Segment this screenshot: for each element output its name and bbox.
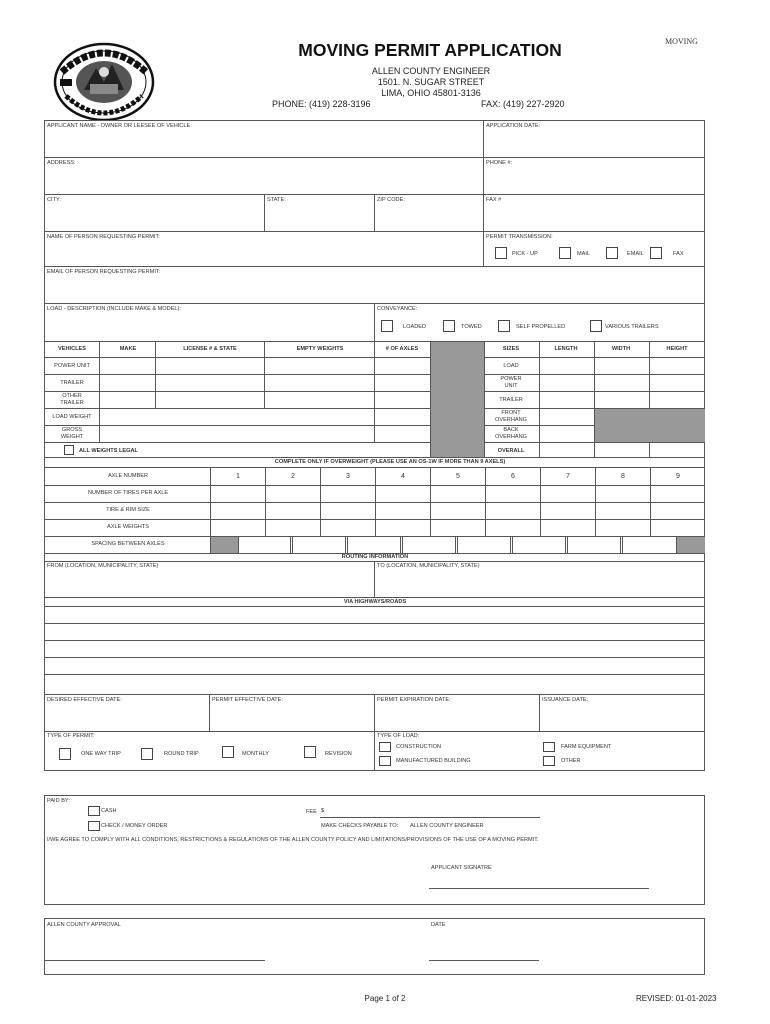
axle-num-8: 8 — [621, 473, 625, 480]
axle-num-2: 2 — [291, 473, 295, 480]
size-row-load: LOAD — [503, 363, 519, 369]
checkbox-various-trailers-label: VARIOUS TRAILERS — [605, 324, 659, 330]
checkbox-mail[interactable] — [559, 247, 571, 259]
one-way-trip-label: ONE WAY TRIP — [81, 751, 121, 757]
email-field[interactable] — [46, 277, 702, 302]
page-title: MOVING PERMIT APPLICATION — [298, 40, 562, 60]
checkbox-construction[interactable] — [379, 742, 391, 752]
axle-num-4: 4 — [401, 473, 405, 480]
approval-label: ALLEN COUNTY APPROVAL — [47, 922, 121, 928]
effective-date-label: PERMIT EFFECTIVE DATE: — [212, 697, 283, 703]
size-row-overall: OVERALL — [497, 448, 525, 454]
checkbox-pickup-label: PICK - UP — [512, 251, 538, 257]
issuance-date-field[interactable] — [541, 705, 703, 730]
empty-weights-header: EMPTY WEIGHTS — [296, 346, 344, 352]
checkbox-self-propelled[interactable] — [498, 320, 510, 332]
axle-num-1: 1 — [236, 473, 240, 480]
load-description-field[interactable] — [46, 314, 372, 340]
height-header: HEIGHT — [666, 346, 688, 352]
transmission-label: PERMIT TRANSMISSION: — [486, 234, 553, 240]
office-fax: FAX: (419) 227-2920 — [481, 99, 565, 109]
via-highways-field[interactable] — [46, 607, 703, 693]
checkbox-fax[interactable] — [650, 247, 662, 259]
monthly-label: MONTHLY — [242, 751, 269, 757]
length-header: LENGTH — [554, 346, 578, 352]
round-trip-label: ROUND TRIP — [164, 751, 199, 757]
checkbox-farm-equipment[interactable] — [543, 742, 555, 752]
axle-num-9: 9 — [676, 473, 680, 480]
applicant-name-label: APPLICANT NAME - OWNER OR LEESEE OF VEHICLE: — [47, 123, 192, 129]
all-weights-legal-label: ALL WEIGHTS LEGAL — [79, 448, 138, 454]
other-label: OTHER — [561, 758, 581, 764]
payable-label: MAKE CHECKS PAYABLE TO: — [321, 823, 399, 829]
checkbox-various-trailers[interactable] — [590, 320, 602, 332]
address-field[interactable] — [46, 168, 482, 193]
signature-field[interactable] — [430, 874, 648, 887]
requester-field[interactable] — [46, 242, 482, 265]
cash-label: CASH — [101, 808, 117, 814]
row-trailer: TRAILER — [60, 380, 84, 386]
license-header: LICENSE # & STATE — [183, 346, 237, 352]
approval-date-label: DATE — [431, 922, 446, 928]
desired-date-field[interactable] — [46, 705, 207, 730]
requester-label: NAME OF PERSON REQUESTING PERMIT: — [47, 234, 160, 240]
size-row-front-overhang: FRONT OVERHANG — [494, 410, 527, 423]
axle-row-tires: NUMBER OF TIRES PER AXLE — [87, 490, 169, 496]
state-field[interactable] — [266, 205, 372, 230]
expiration-date-field[interactable] — [376, 705, 537, 730]
desired-date-label: DESIRED EFFECTIVE DATE: — [47, 697, 122, 703]
row-other-trailer: OTHER TRAILER — [60, 393, 84, 406]
zip-field[interactable] — [376, 205, 482, 230]
payable-to: ALLEN COUNTY ENGINEER — [410, 823, 484, 829]
revised-date: REVISED: 01-01-2023 — [636, 994, 717, 1003]
checkbox-towed[interactable] — [443, 320, 455, 332]
city-label: CITY: — [47, 197, 61, 203]
checkbox-pickup[interactable] — [495, 247, 507, 259]
checkbox-revision[interactable] — [304, 746, 316, 758]
office-phone: PHONE: (419) 228-3196 — [272, 99, 371, 109]
checkbox-loaded[interactable] — [381, 320, 393, 332]
office-name: ALLEN COUNTY ENGINEER — [371, 66, 491, 76]
axle-num-7: 7 — [566, 473, 570, 480]
checkbox-round-trip[interactable] — [141, 748, 153, 760]
issuance-date-label: ISSUANCE DATE: — [542, 697, 589, 703]
via-highways-label: VIA HIGHWAYS/ROADS — [343, 599, 407, 605]
vehicles-header: VEHICLES — [58, 346, 86, 352]
load-description-label: LOAD - DESCRIPTION (INCLUDE MAKE & MODEL): — [47, 306, 181, 312]
shaded-overhang-cells — [594, 408, 705, 442]
paid-by-label: PAID BY: — [47, 798, 70, 804]
axle-num-3: 3 — [346, 473, 350, 480]
checkbox-monthly[interactable] — [222, 746, 234, 758]
routing-title: ROUTING INFORMATION — [341, 554, 409, 560]
row-power-unit: POWER UNIT — [54, 363, 90, 369]
conveyance-label: CONVEYANCE: — [377, 306, 418, 312]
checkbox-self-propelled-label: SELF PROPELLED — [516, 324, 566, 330]
effective-date-field[interactable] — [211, 705, 372, 730]
email-label: EMAIL OF PERSON REQUESTING PERMIT: — [47, 269, 161, 275]
construction-label: CONSTRUCTION — [396, 744, 442, 750]
row-gross-weight: GROSS WEIGHT — [60, 427, 84, 440]
manufactured-building-label: MANUFACTURED BUILDING — [396, 758, 471, 764]
fee-field[interactable] — [326, 805, 538, 816]
axle-section-title: COMPLETE ONLY IF OVERWEIGHT (PLEASE USE AN OS-1W IF MORE THAN 9 AXELS) — [274, 459, 506, 465]
allen-county-seal-logo — [52, 42, 156, 122]
checkbox-cash[interactable] — [88, 806, 100, 816]
axle-num-5: 5 — [456, 473, 460, 480]
approval-signature-field[interactable] — [46, 944, 264, 959]
width-header: WIDTH — [611, 346, 631, 352]
farm-equipment-label: FARM EQUIPMENT — [561, 744, 612, 750]
agreement-text: I/WE AGREE TO COMPLY WITH ALL CONDITIONS, RESTRICTIONS & REGULATIONS OF THE ALLEN COUNTY POLICY AND LIMITATIONS/PROVISIONS OF THE USE OF A MOVING PERMIT. — [47, 837, 539, 843]
checkbox-check-money-order[interactable] — [88, 821, 100, 831]
fee-label: FEE — [306, 809, 317, 815]
state-label: STATE: — [267, 197, 286, 203]
phone-field[interactable] — [485, 168, 703, 193]
spacing-shade-left — [210, 537, 238, 553]
axles-header: # OF AXLES — [385, 346, 419, 352]
size-row-power-unit: POWER UNIT — [500, 376, 522, 389]
checkbox-manufactured-building[interactable] — [379, 756, 391, 766]
check-money-order-label: CHECK / MONEY ORDER — [101, 823, 168, 829]
revision-label: REVISION — [325, 751, 352, 757]
spacing-shade-right — [676, 537, 705, 553]
size-row-trailer: TRAILER — [499, 397, 523, 403]
axle-row-number: AXLE NUMBER — [107, 473, 149, 479]
checkbox-mail-label: MAIL — [577, 251, 591, 257]
checkbox-loaded-label: LOADED — [403, 324, 427, 330]
phone-label: PHONE #: — [486, 160, 513, 166]
axle-row-spacing: SPACING BETWEEN AXLES — [91, 541, 165, 547]
route-to-label: TO (LOCATION, MUNICIPALITY, STATE) — [377, 563, 480, 569]
applicant-name-field[interactable] — [46, 131, 482, 156]
axle-num-6: 6 — [511, 473, 515, 480]
route-from-label: FROM (LOCATION, MUNICIPALITY, STATE) — [47, 563, 159, 569]
zip-label: ZIP CODE: — [377, 197, 405, 203]
office-street: 1501. N. SUGAR STREET — [377, 77, 485, 87]
fee-currency-symbol: $ — [321, 808, 325, 814]
fax-label: FAX # — [486, 197, 502, 203]
checkbox-all-weights-legal[interactable] — [64, 445, 74, 455]
checkbox-other[interactable] — [543, 756, 555, 766]
route-from-field[interactable] — [46, 571, 372, 596]
route-to-field[interactable] — [376, 571, 703, 596]
checkbox-fax-label: FAX — [673, 251, 684, 257]
checkbox-email-label: EMAIL — [627, 251, 644, 257]
checkbox-towed-label: TOWED — [461, 324, 482, 330]
approval-date-field[interactable] — [430, 944, 538, 959]
checkbox-one-way-trip[interactable] — [59, 748, 71, 760]
application-date-label: APPLICATION DATE: — [486, 123, 541, 129]
size-row-back-overhang: BACK OVERHANG — [494, 427, 527, 440]
shaded-separator — [430, 341, 484, 457]
office-city: LIMA, OHIO 45801-3136 — [381, 88, 481, 98]
make-header: MAKE — [119, 346, 137, 352]
permit-type-label: TYPE OF PERMIT: — [47, 733, 95, 739]
row-load-weight: LOAD WEIGHT — [52, 414, 92, 420]
sizes-header: SIZES — [502, 346, 520, 352]
checkbox-email[interactable] — [606, 247, 618, 259]
city-field[interactable] — [46, 205, 262, 230]
axle-row-weights: AXLE WEIGHTS — [107, 524, 149, 530]
load-type-label: TYPE OF LOAD: — [377, 733, 420, 739]
page-number: Page 1 of 2 — [364, 994, 406, 1003]
corner-label: MOVING — [665, 37, 698, 46]
expiration-date-label: PERMIT EXPIRATION DATE: — [377, 697, 451, 703]
fax-field[interactable] — [485, 205, 703, 230]
signature-label: APPLICANT SIGNATRE — [431, 865, 492, 871]
axle-row-rim: TIRE & RIM SIZE — [106, 507, 150, 513]
application-date-field[interactable] — [485, 131, 703, 156]
address-label: ADDRESS: — [47, 160, 76, 166]
